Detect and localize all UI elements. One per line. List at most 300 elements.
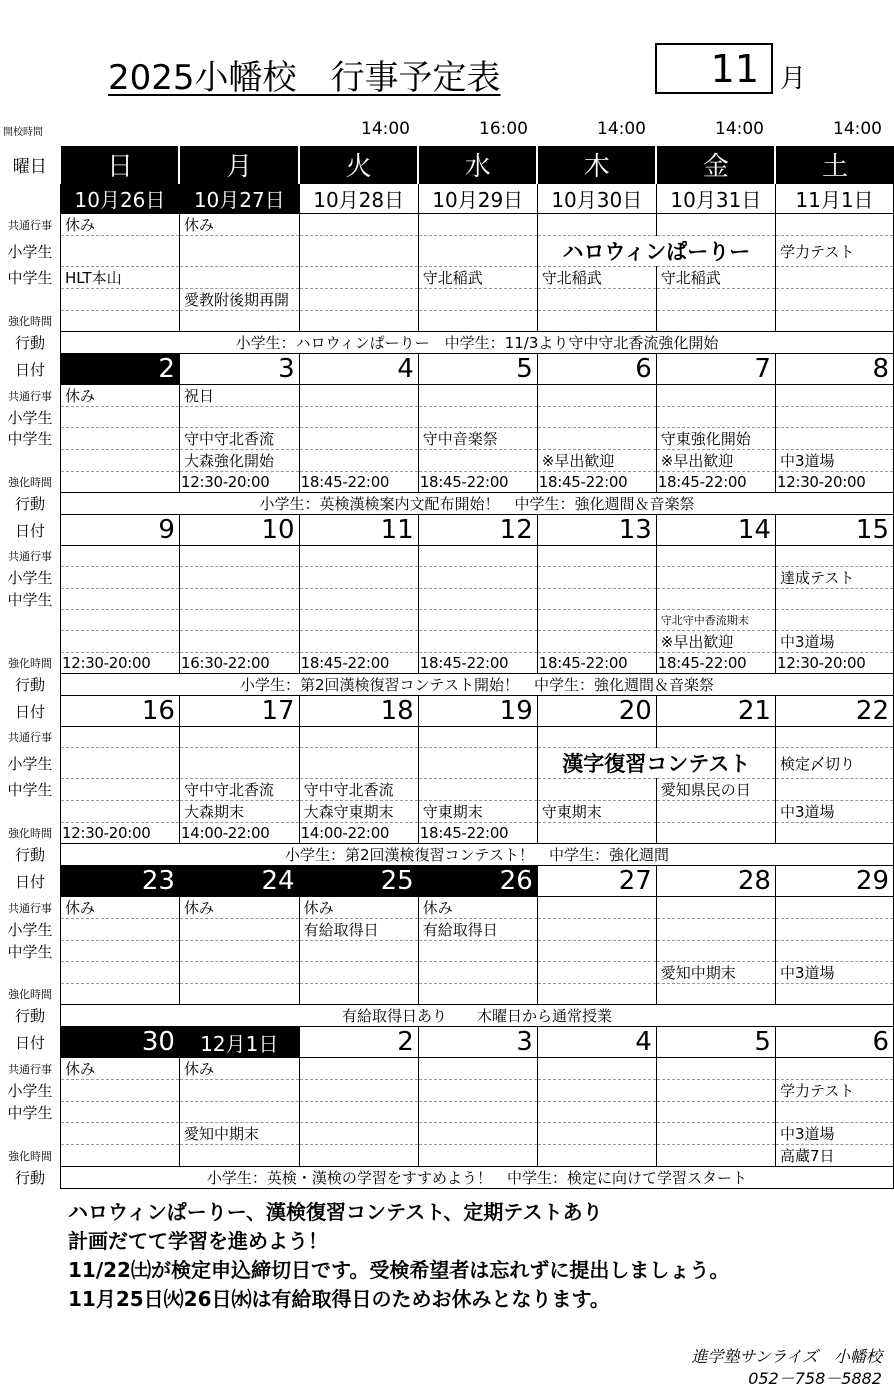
open-hour: 14:00 (361, 119, 410, 139)
date-cell: 9 (60, 515, 179, 546)
event-cell (537, 779, 656, 801)
event-cell: 休み (60, 385, 179, 407)
event-row (0, 1080, 894, 1102)
event-cell (537, 610, 656, 631)
weekday-cell: 火 (299, 146, 418, 184)
event-cell (537, 727, 656, 748)
event-cell (418, 450, 537, 472)
event-cell: 休み (179, 897, 299, 919)
event-cell (537, 428, 656, 450)
weekday-cell: 木 (537, 146, 656, 184)
month-box: 11 (655, 43, 773, 94)
event-cell (656, 1080, 775, 1102)
event-cell (299, 1080, 418, 1102)
weekday-cell: 日 (60, 146, 179, 184)
event-cell (537, 897, 656, 919)
activity-label: 行動 (14, 1007, 45, 1025)
date-row (0, 1027, 894, 1058)
row-label: 中学生 (7, 1103, 53, 1122)
date-cell: 5 (418, 354, 537, 385)
event-cell (656, 385, 775, 407)
time-cell: 12:30-20:00 (60, 823, 179, 844)
date-cell: 19 (418, 696, 537, 727)
event-cell (299, 236, 418, 267)
event-cell (775, 267, 893, 289)
date-cell: 8 (775, 354, 893, 385)
row-label: 共通行事 (7, 1062, 52, 1076)
date-cell: 11月1日 (775, 184, 893, 214)
event-cell (537, 289, 656, 311)
date-cell: 4 (299, 354, 418, 385)
event-cell (179, 1080, 299, 1102)
event-cell (418, 236, 537, 267)
event-cell (537, 823, 656, 844)
event-cell: 中3道場 (775, 962, 893, 984)
time-cell: 12:30-20:00 (775, 472, 893, 493)
row-label (0, 450, 60, 472)
row-label (0, 1123, 60, 1145)
event-cell (299, 1123, 418, 1145)
date-cell: 10月27日 (179, 184, 299, 214)
event-cell (656, 311, 775, 332)
time-cell: 16:30-22:00 (179, 653, 299, 674)
event-cell (418, 289, 537, 311)
event-row (0, 385, 894, 407)
date-cell: 27 (537, 866, 656, 897)
event-cell: 愛知中期末 (656, 962, 775, 984)
date-cell: 11 (299, 515, 418, 546)
event-cell (537, 984, 656, 1005)
event-cell (60, 1102, 179, 1123)
event-cell (418, 311, 537, 332)
event-row (0, 589, 894, 610)
date-row (0, 515, 894, 546)
event-cell (299, 214, 418, 236)
row-label: 強化時間 (7, 827, 52, 840)
row-label: 強化時間 (7, 988, 52, 1001)
row-label: 共通行事 (7, 218, 52, 232)
row-label: 強化時間 (7, 315, 52, 328)
event-row (0, 631, 894, 653)
row-label: 小学生 (7, 754, 53, 773)
event-cell (775, 897, 893, 919)
date-cell: 12 (418, 515, 537, 546)
event-cell: 休み (418, 897, 537, 919)
event-cell (60, 727, 179, 748)
activity-label: 行動 (14, 495, 45, 513)
event-cell (775, 823, 893, 844)
activity-cell: 有給取得日あり 木曜日から通常授業 (60, 1005, 893, 1027)
activity-cell: 小学生：英検・漢検の学習をすすめよう！ 中学生：検定に向けて学習スタート (60, 1167, 893, 1189)
event-cell (418, 1145, 537, 1167)
row-label (0, 962, 60, 984)
event-cell (775, 779, 893, 801)
event-cell (418, 589, 537, 610)
event-cell (418, 567, 537, 589)
footer (691, 1346, 882, 1390)
event-cell: 守東強化開始 (656, 428, 775, 450)
event-cell (60, 428, 179, 450)
event-cell (418, 779, 537, 801)
open-hour: 14:00 (833, 119, 882, 139)
event-cell (179, 407, 299, 428)
date-row (0, 354, 894, 385)
date-cell: 25 (299, 866, 418, 897)
event-cell (60, 289, 179, 311)
date-cell: 5 (656, 1027, 775, 1058)
event-cell (60, 631, 179, 653)
date-cell: 26 (418, 866, 537, 897)
event-cell (179, 962, 299, 984)
row-label (0, 631, 60, 653)
event-cell (60, 311, 179, 332)
activity-row (0, 844, 894, 866)
event-row (0, 236, 894, 267)
time-cell: 12:30-20:00 (60, 653, 179, 674)
row-label: 小学生 (7, 921, 53, 939)
event-cell (775, 1102, 893, 1123)
notes (68, 1198, 729, 1314)
event-row (0, 546, 894, 567)
event-cell (418, 214, 537, 236)
event-cell (60, 1145, 179, 1167)
event-cell (656, 289, 775, 311)
event-cell (537, 1080, 656, 1102)
date-label: 日付 (14, 521, 45, 540)
event-row (0, 919, 894, 941)
date-cell: 2 (60, 354, 179, 385)
event-row (0, 801, 894, 823)
open-hour: 16:00 (479, 119, 528, 139)
date-row (0, 184, 894, 214)
date-cell: 10月30日 (537, 184, 656, 214)
event-row (0, 428, 894, 450)
event-cell (299, 546, 418, 567)
event-cell: 愛知中期末 (179, 1123, 299, 1145)
row-label: 小学生 (7, 408, 53, 427)
event-cell: 中3道場 (775, 801, 893, 823)
event-cell: 漢字復習コンテスト (537, 748, 775, 779)
time-cell: 18:45-22:00 (656, 472, 775, 493)
activity-label: 行動 (14, 1169, 45, 1187)
date-label: 日付 (14, 872, 45, 891)
event-cell (656, 1102, 775, 1123)
event-cell (656, 567, 775, 589)
event-cell (179, 267, 299, 289)
date-cell: 29 (775, 866, 893, 897)
row-label: 中学生 (7, 781, 53, 799)
event-cell (537, 919, 656, 941)
note-line: ハロウィンぱーりー、漢検復習コンテスト、定期テストあり (68, 1200, 603, 1224)
event-cell (299, 727, 418, 748)
activity-cell: 小学生：英検漢検案内文配布開始！ 中学生：強化週間＆音楽祭 (60, 493, 893, 515)
event-cell (60, 941, 179, 962)
event-cell: 守東期末 (418, 801, 537, 823)
time-cell: 12:30-20:00 (775, 653, 893, 674)
event-cell (299, 962, 418, 984)
activity-label: 行動 (14, 846, 45, 864)
page-title: 2025小幡校 行事予定表 (108, 58, 501, 98)
event-cell: 中3道場 (775, 450, 893, 472)
event-row (0, 1102, 894, 1123)
event-cell: 検定〆切り (775, 748, 893, 779)
event-cell (656, 407, 775, 428)
event-cell (179, 748, 299, 779)
time-cell: 12:30-20:00 (179, 472, 299, 493)
time-cell: 18:45-22:00 (418, 472, 537, 493)
date-row (0, 696, 894, 727)
event-row (0, 214, 894, 236)
date-cell: 24 (179, 866, 299, 897)
event-cell: 守中守北香流 (179, 779, 299, 801)
event-cell: 学力テスト (775, 236, 893, 267)
event-row (0, 748, 894, 779)
month-label: 月 (780, 64, 807, 94)
event-row (0, 779, 894, 801)
date-cell: 13 (537, 515, 656, 546)
time-cell: 14:00-22:00 (299, 823, 418, 844)
event-cell (537, 567, 656, 589)
event-row (0, 472, 894, 493)
event-cell: 守中守北香流 (299, 779, 418, 801)
event-cell (418, 748, 537, 779)
activity-row (0, 1167, 894, 1189)
event-cell (537, 385, 656, 407)
event-cell (60, 801, 179, 823)
event-cell (179, 1145, 299, 1167)
event-cell (656, 919, 775, 941)
row-label: 小学生 (7, 242, 53, 261)
event-cell (299, 1102, 418, 1123)
date-cell: 28 (656, 866, 775, 897)
row-label: 中学生 (7, 269, 53, 287)
date-cell: 10 (179, 515, 299, 546)
event-cell (656, 823, 775, 844)
event-cell (537, 1145, 656, 1167)
event-cell (60, 779, 179, 801)
event-cell: 休み (60, 897, 179, 919)
event-cell (656, 941, 775, 962)
event-row (0, 653, 894, 674)
date-cell: 6 (537, 354, 656, 385)
date-cell: 17 (179, 696, 299, 727)
event-row (0, 407, 894, 428)
event-cell (775, 214, 893, 236)
weekday-cell: 水 (418, 146, 537, 184)
event-cell (60, 567, 179, 589)
event-cell (299, 567, 418, 589)
event-cell (179, 919, 299, 941)
time-cell: 18:45-22:00 (656, 653, 775, 674)
row-label: 共通行事 (7, 731, 52, 744)
open-hour: 14:00 (715, 119, 764, 139)
event-cell (537, 1102, 656, 1123)
event-cell (775, 1058, 893, 1080)
event-cell (60, 984, 179, 1005)
date-cell: 7 (656, 354, 775, 385)
row-label (0, 610, 60, 631)
date-label (0, 184, 60, 214)
weekday-cell: 土 (775, 146, 893, 184)
event-cell: ※早出歓迎 (656, 631, 775, 653)
event-cell (418, 727, 537, 748)
event-cell (299, 1058, 418, 1080)
event-cell: 有給取得日 (299, 919, 418, 941)
event-row (0, 984, 894, 1005)
event-cell (775, 610, 893, 631)
event-cell (60, 748, 179, 779)
date-label: 日付 (14, 702, 45, 721)
event-cell: 大森守東期末 (299, 801, 418, 823)
event-cell (299, 610, 418, 631)
event-cell (60, 546, 179, 567)
event-cell (418, 385, 537, 407)
event-cell: 達成テスト (775, 567, 893, 589)
event-cell (299, 450, 418, 472)
event-cell (775, 311, 893, 332)
note-line: 11月25日㈫26日㈬は有給取得日のためお休みとなります。 (68, 1287, 610, 1311)
event-row (0, 289, 894, 311)
event-cell: 休み (299, 897, 418, 919)
event-cell: 有給取得日 (418, 919, 537, 941)
event-cell: 守北稲武 (656, 267, 775, 289)
event-row (0, 727, 894, 748)
event-cell (60, 589, 179, 610)
event-row (0, 823, 894, 844)
event-cell (60, 919, 179, 941)
activity-label: 行動 (14, 676, 45, 694)
date-cell: 23 (60, 866, 179, 897)
date-cell: 10月31日 (656, 184, 775, 214)
event-cell: 守中音楽祭 (418, 428, 537, 450)
event-cell (60, 962, 179, 984)
event-cell (299, 407, 418, 428)
event-cell (418, 610, 537, 631)
event-cell (656, 1123, 775, 1145)
event-cell (775, 428, 893, 450)
activity-label: 行動 (14, 334, 45, 352)
school-name: 進学塾サンライズ 小幡校 (691, 1347, 882, 1366)
weekday-label: 曜日 (12, 157, 47, 178)
event-cell (537, 962, 656, 984)
note-line: 11/22㈯が検定申込締切日です。受検希望者は忘れずに提出しましょう。 (68, 1258, 730, 1282)
event-cell (299, 984, 418, 1005)
event-cell (418, 1102, 537, 1123)
event-row (0, 897, 894, 919)
event-cell (60, 1123, 179, 1145)
time-cell: 18:45-22:00 (299, 653, 418, 674)
row-label: 強化時間 (7, 657, 52, 670)
event-cell (656, 984, 775, 1005)
event-cell (775, 727, 893, 748)
time-cell: 18:45-22:00 (418, 653, 537, 674)
date-cell: 12月1日 (179, 1027, 299, 1058)
event-cell (179, 546, 299, 567)
event-cell (775, 407, 893, 428)
date-cell: 16 (60, 696, 179, 727)
time-cell: 18:45-22:00 (537, 653, 656, 674)
event-cell (179, 941, 299, 962)
event-cell (656, 897, 775, 919)
weekday-cell: 月 (179, 146, 299, 184)
note-line: 計画だてて学習を進めよう！ (68, 1229, 328, 1253)
event-cell: 休み (179, 1058, 299, 1080)
event-cell (179, 311, 299, 332)
row-label: 共通行事 (7, 550, 52, 563)
event-cell (537, 589, 656, 610)
event-cell (775, 385, 893, 407)
calendar-table (0, 146, 894, 1189)
event-cell (418, 941, 537, 962)
event-cell (656, 801, 775, 823)
event-cell (60, 236, 179, 267)
event-cell (418, 1058, 537, 1080)
time-cell: 14:00-22:00 (179, 823, 299, 844)
event-cell (179, 631, 299, 653)
event-cell: 祝日 (179, 385, 299, 407)
phone-number: 052－758－5882 (748, 1369, 882, 1388)
event-cell (179, 1102, 299, 1123)
date-label: 日付 (14, 360, 45, 379)
weekday-row (0, 146, 894, 184)
time-cell: 18:45-22:00 (537, 472, 656, 493)
event-cell (299, 589, 418, 610)
date-row (0, 866, 894, 897)
event-cell (60, 450, 179, 472)
event-row (0, 311, 894, 332)
event-cell (179, 610, 299, 631)
event-cell: 愛知県民の日 (656, 779, 775, 801)
event-cell (179, 589, 299, 610)
event-cell (60, 407, 179, 428)
event-cell (656, 1058, 775, 1080)
activity-row (0, 493, 894, 515)
row-label: 共通行事 (7, 389, 52, 403)
event-cell (299, 631, 418, 653)
date-cell: 18 (299, 696, 418, 727)
date-cell: 4 (537, 1027, 656, 1058)
event-row (0, 1145, 894, 1167)
row-label: 中学生 (7, 430, 53, 448)
date-label: 日付 (14, 1033, 45, 1052)
event-cell: 守北稲武 (418, 267, 537, 289)
event-cell: ※早出歓迎 (656, 450, 775, 472)
event-cell: 大森期末 (179, 801, 299, 823)
row-label: 強化時間 (7, 476, 52, 489)
event-cell (537, 311, 656, 332)
event-cell (537, 1058, 656, 1080)
event-row (0, 1058, 894, 1080)
date-cell: 14 (656, 515, 775, 546)
event-cell: 守北守中香流期末 (656, 610, 775, 631)
event-cell (418, 407, 537, 428)
event-cell: 大森強化開始 (179, 450, 299, 472)
row-label: 共通行事 (7, 901, 52, 915)
event-cell (179, 984, 299, 1005)
date-cell: 2 (299, 1027, 418, 1058)
event-cell (537, 407, 656, 428)
date-cell: 15 (775, 515, 893, 546)
event-cell (179, 236, 299, 267)
event-cell (299, 941, 418, 962)
row-label: 強化時間 (7, 1149, 52, 1163)
event-cell (537, 214, 656, 236)
event-row (0, 267, 894, 289)
event-cell (656, 214, 775, 236)
activity-cell: 小学生：第2回漢検復習コンテスト開始！ 中学生：強化週間＆音楽祭 (60, 674, 893, 696)
event-cell: 学力テスト (775, 1080, 893, 1102)
event-cell: 中3道場 (775, 1123, 893, 1145)
